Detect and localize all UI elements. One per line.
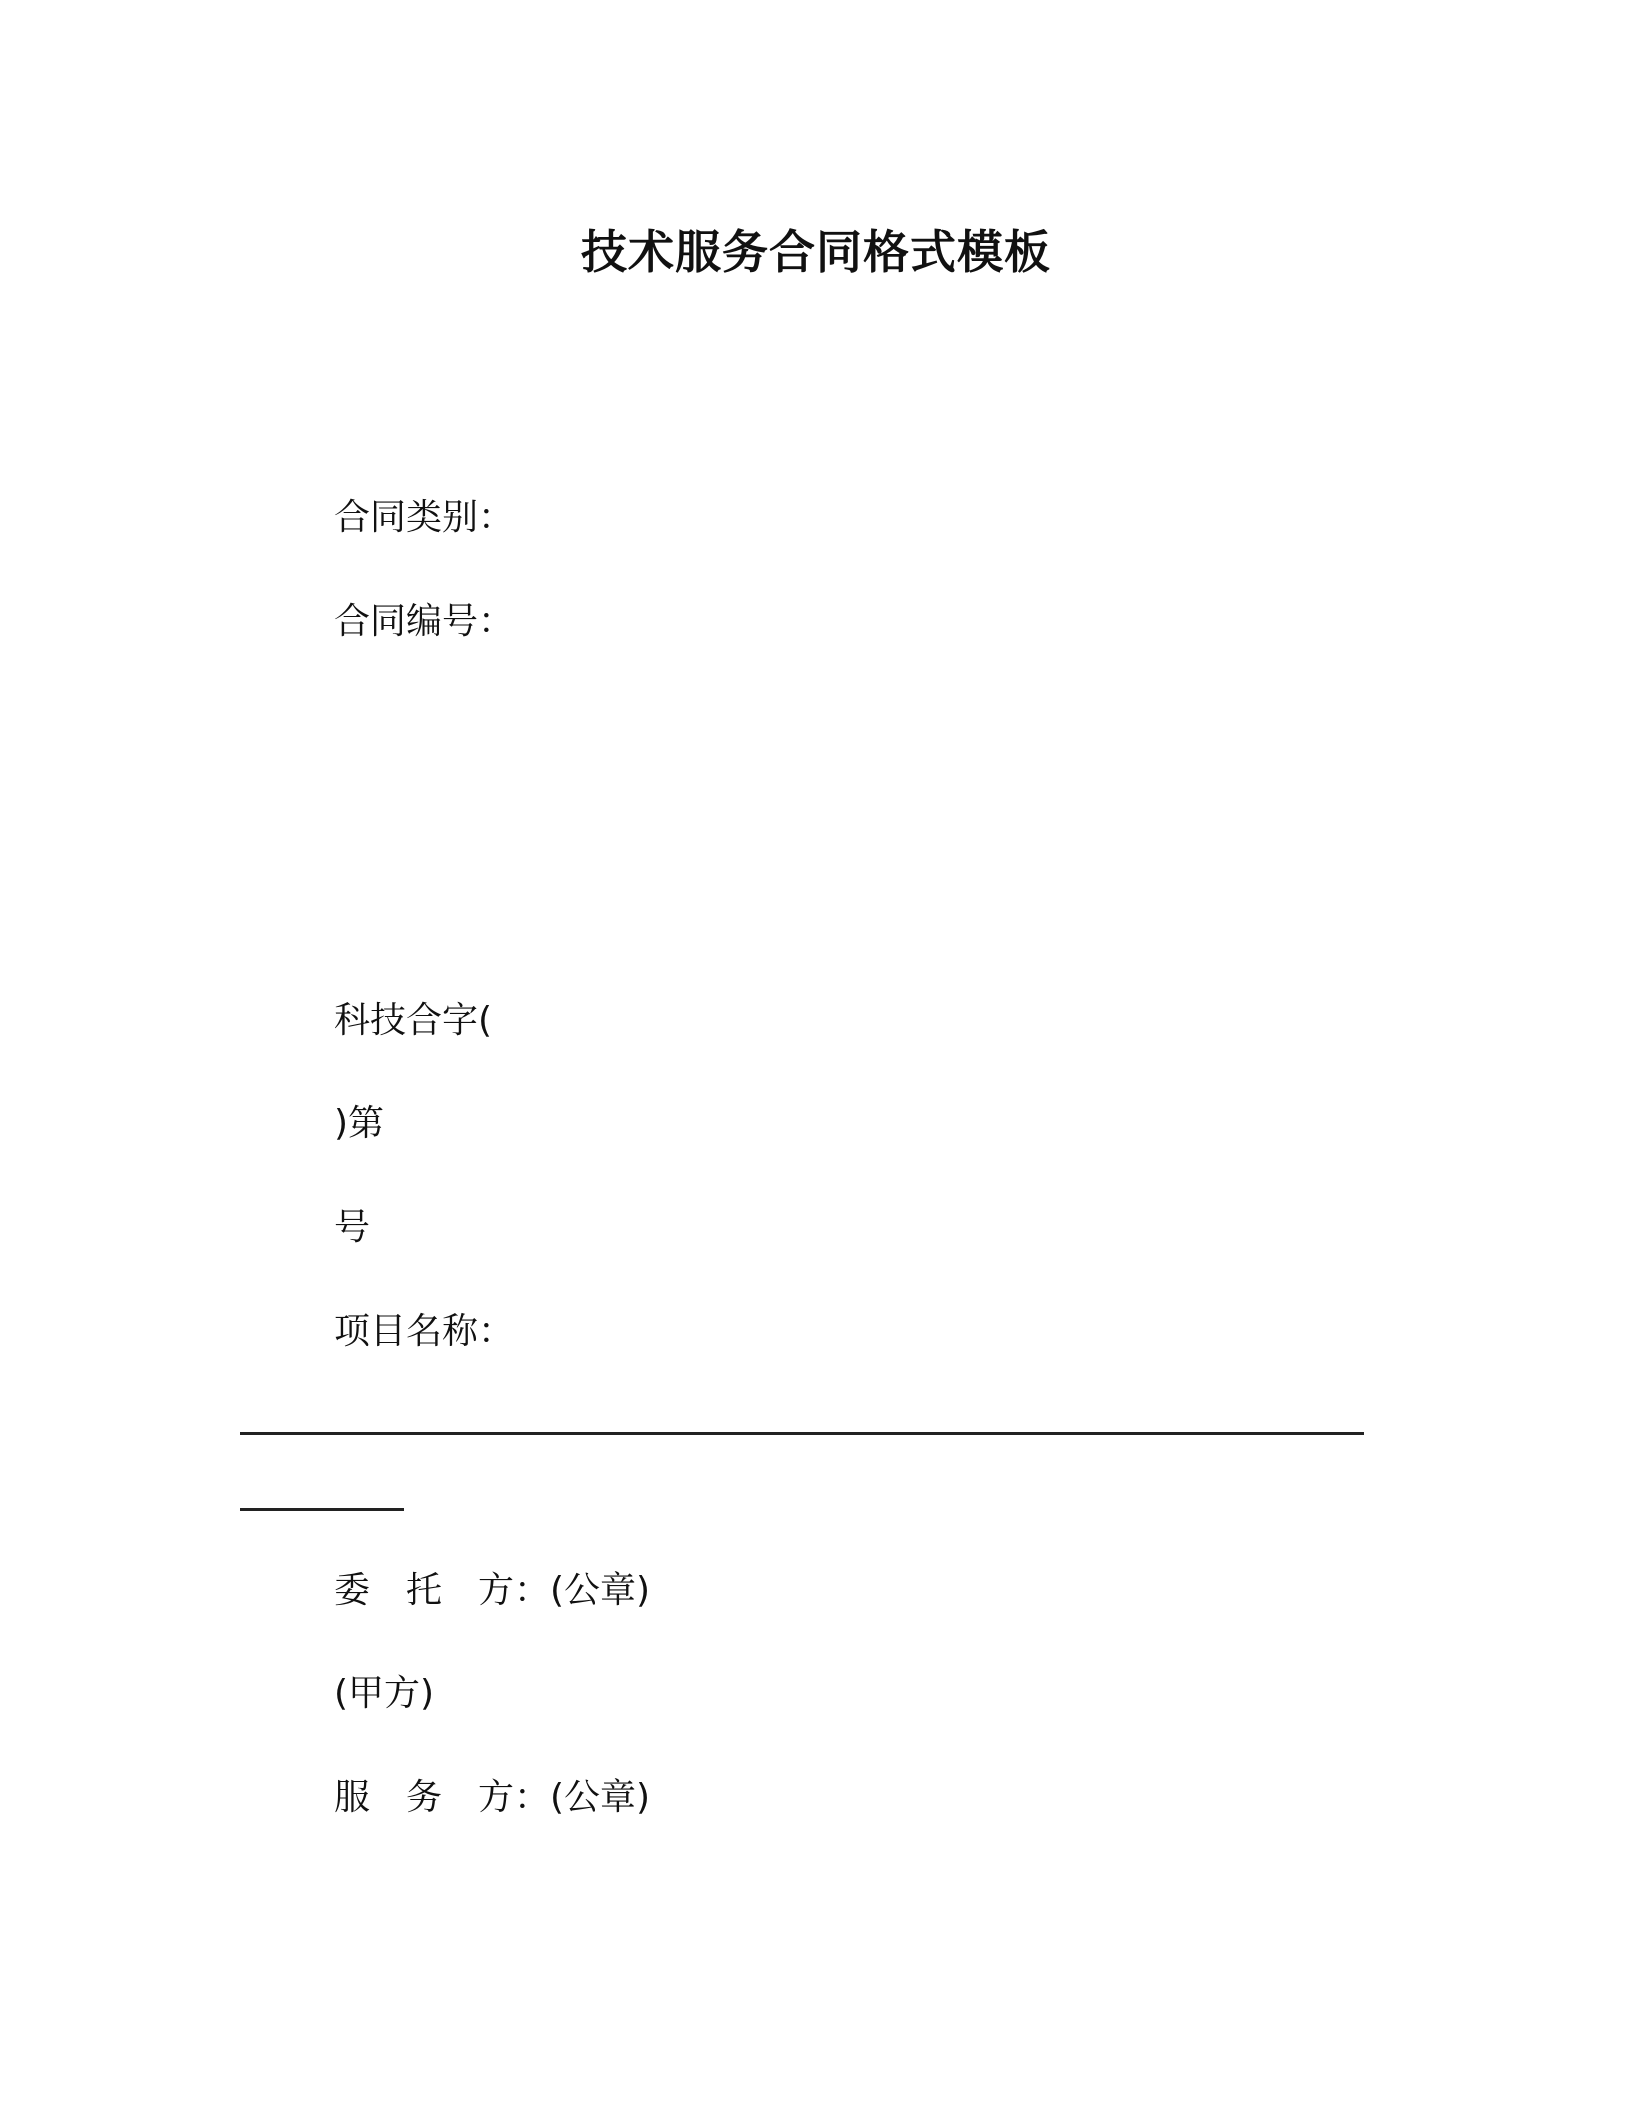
party-a-label: (甲方) bbox=[334, 1673, 435, 1714]
project-name-label: 项目名称： bbox=[334, 1311, 515, 1352]
project-name-underline-1 bbox=[240, 1432, 1364, 1435]
document-title: 技术服务合同格式模板 bbox=[581, 225, 1051, 279]
service-provider-label: 服 务 方：(公章) bbox=[334, 1777, 651, 1818]
tech-contract-prefix: 科技合字( bbox=[334, 1000, 493, 1041]
tech-contract-middle: )第 bbox=[334, 1103, 385, 1144]
contract-type-label: 合同类别： bbox=[334, 497, 515, 538]
tech-contract-suffix: 号 bbox=[334, 1207, 371, 1248]
client-label: 委 托 方：(公章) bbox=[334, 1570, 651, 1611]
project-name-underline-2 bbox=[240, 1508, 404, 1511]
contract-number-label: 合同编号： bbox=[334, 601, 515, 642]
